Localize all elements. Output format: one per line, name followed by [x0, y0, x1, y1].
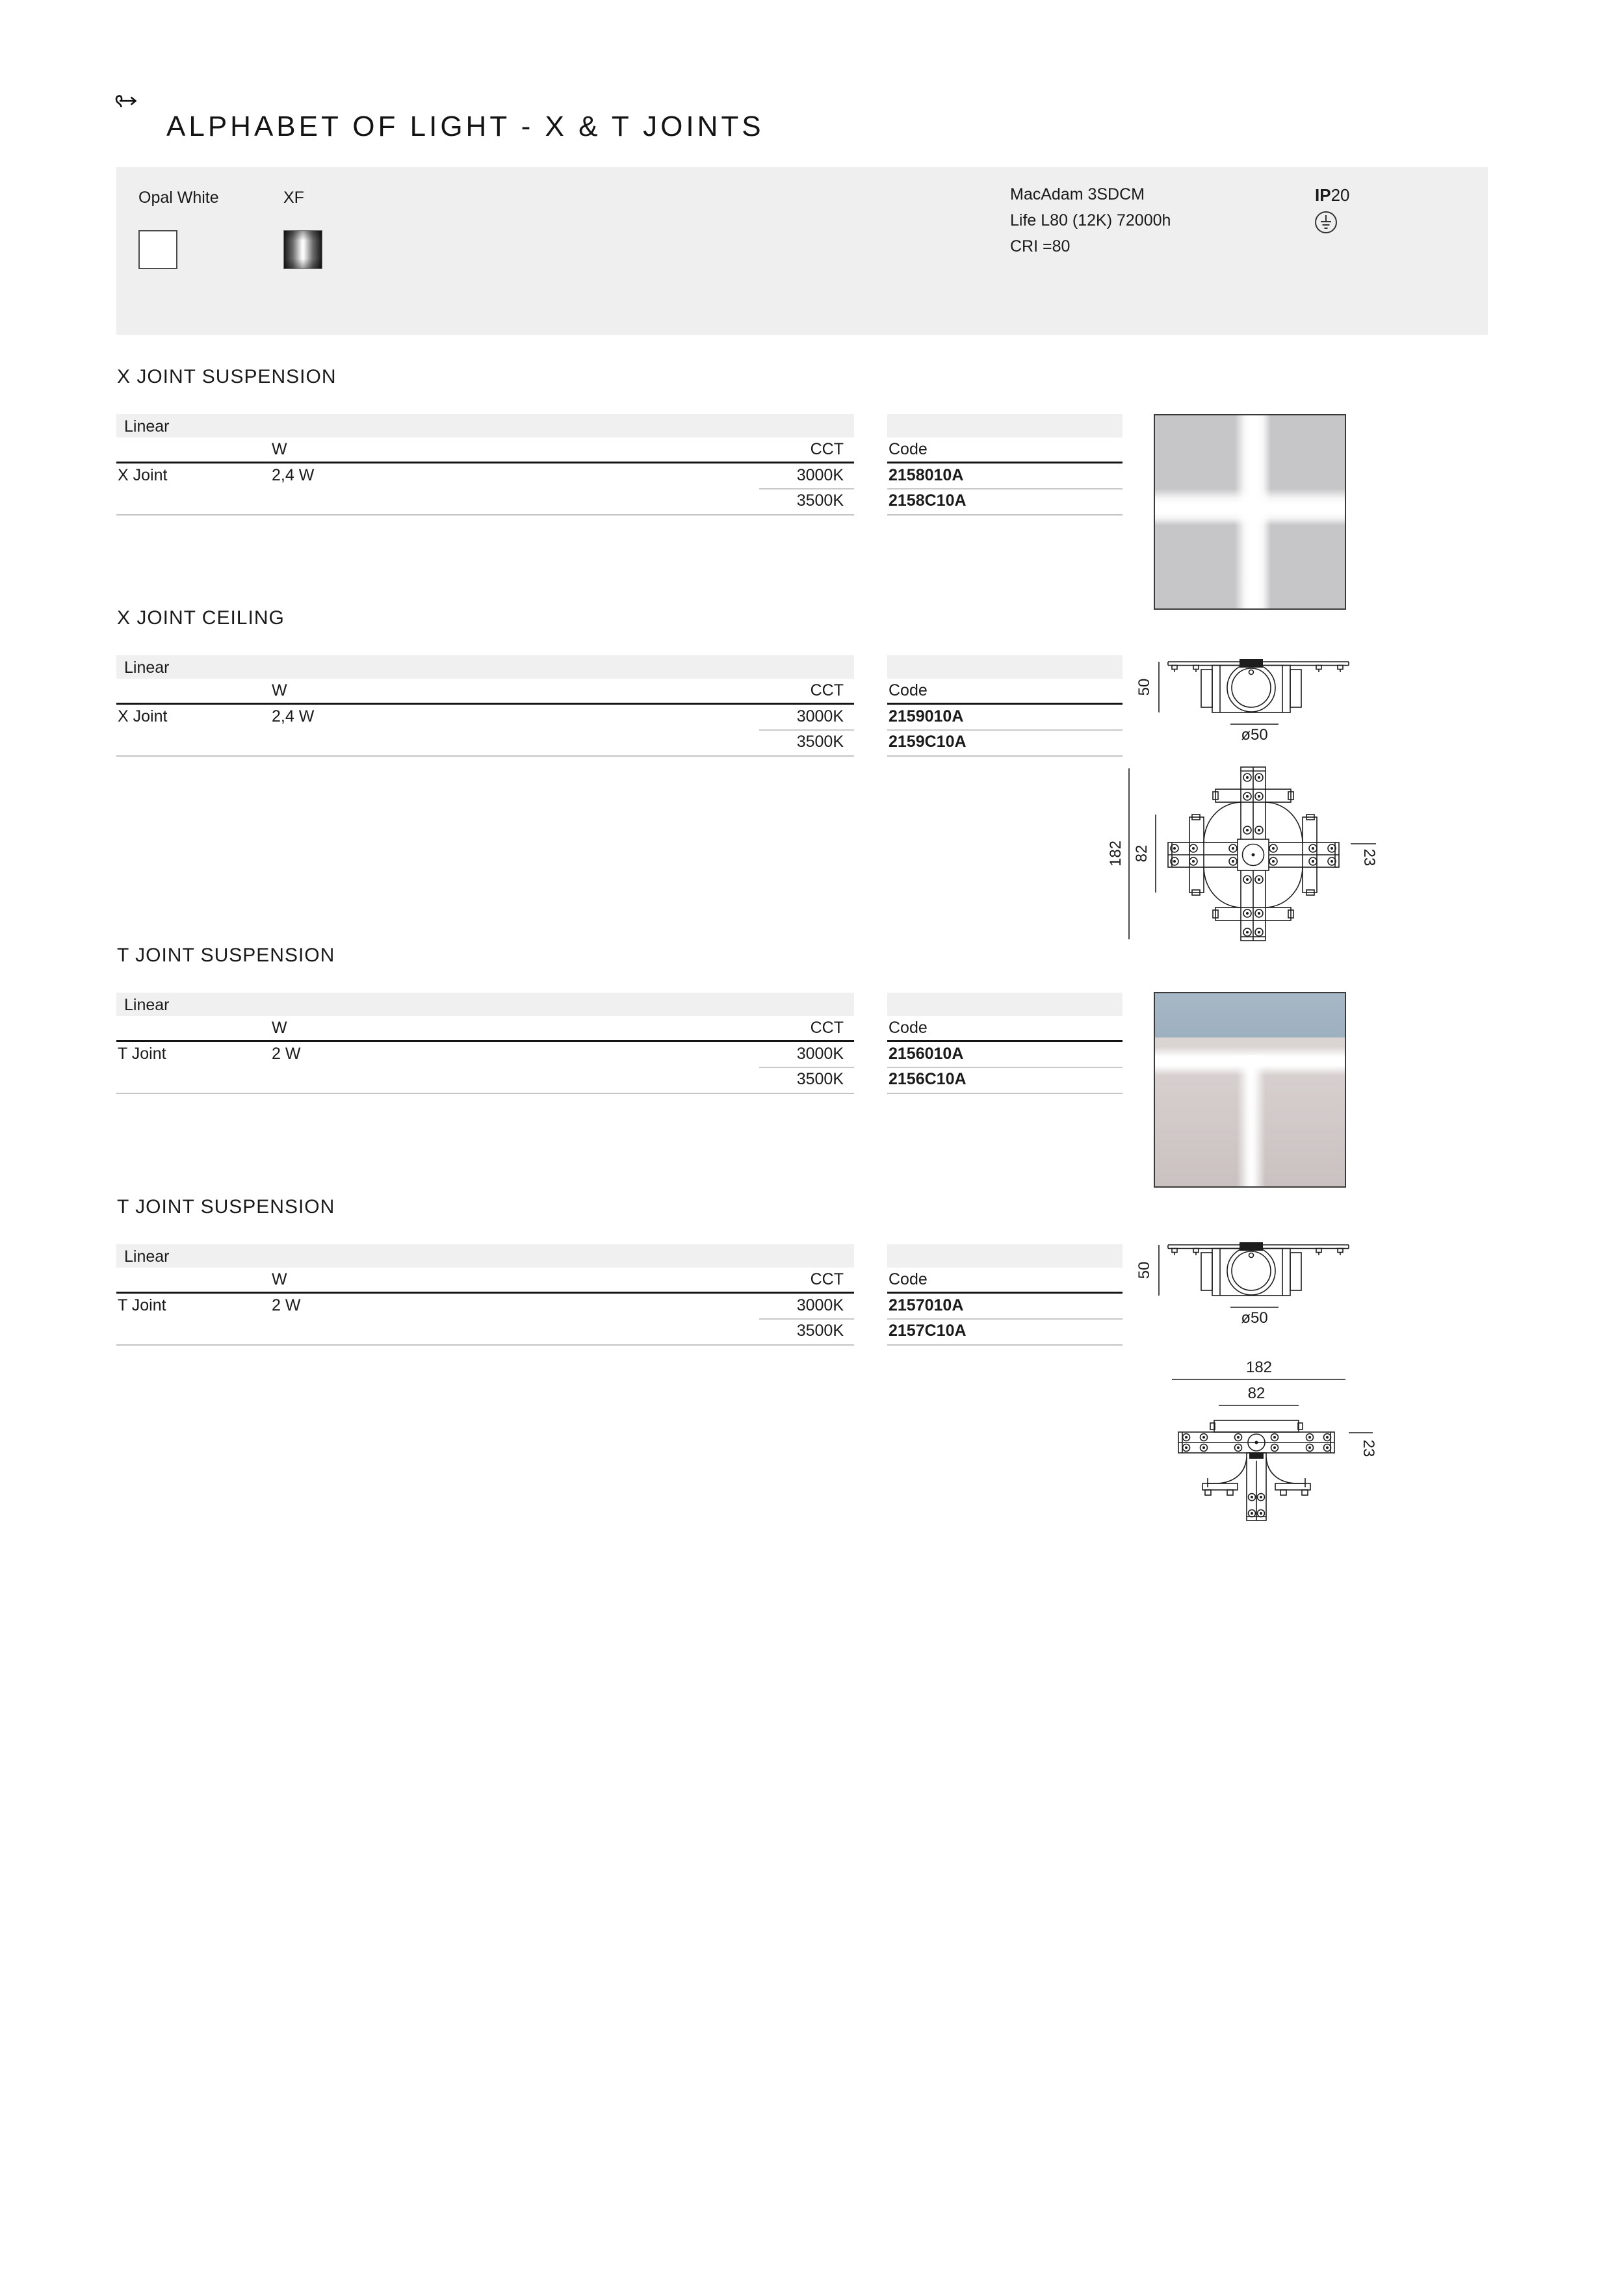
row-separator-code — [887, 1067, 1123, 1068]
spec-macadam: MacAdam 3SDCM — [1010, 185, 1145, 203]
dim-length-inner: 82 — [1247, 1385, 1266, 1402]
wattage-value: 2,4 W — [272, 466, 315, 484]
cct-value: 3500K — [796, 1070, 844, 1088]
family-band — [116, 414, 854, 437]
row-separator-code — [887, 1318, 1123, 1320]
product-name: X Joint — [118, 466, 168, 484]
cct-value: 3000K — [796, 707, 844, 725]
code-value: 2158C10A — [889, 491, 967, 510]
code-value: 2156C10A — [889, 1070, 967, 1088]
section-x-joint-ceiling — [116, 607, 1130, 770]
table-bottom-rule — [116, 514, 854, 515]
header-rule — [116, 1040, 854, 1042]
product-name: T Joint — [118, 1296, 166, 1314]
curved-arrow-icon — [114, 92, 140, 111]
column-header-w: W — [272, 440, 287, 458]
header-rule — [116, 703, 854, 705]
section-t-joint-suspension — [116, 945, 1130, 1107]
t-joint-side-drawing — [1134, 1233, 1368, 1331]
cct-value: 3500K — [796, 1322, 844, 1340]
code-value: 2156010A — [889, 1045, 964, 1063]
column-header-cct: CCT — [810, 681, 844, 699]
code-value: 2157010A — [889, 1296, 964, 1314]
ip-rating — [1315, 185, 1350, 205]
table-bottom-rule-code — [887, 1344, 1123, 1346]
code-band — [887, 414, 1123, 437]
code-value: 2157C10A — [889, 1322, 967, 1340]
header-rule-code — [887, 703, 1123, 705]
column-header-code: Code — [889, 1270, 928, 1288]
header-rule — [116, 1292, 854, 1294]
family-band — [116, 993, 854, 1016]
row-separator-code — [887, 488, 1123, 489]
code-band — [887, 993, 1123, 1016]
code-value: 2159C10A — [889, 733, 967, 751]
t-joint-top-drawing — [1105, 1360, 1378, 1526]
family-label: Linear — [124, 1247, 170, 1266]
section-heading: T JOINT SUSPENSION — [117, 1196, 335, 1218]
table-bottom-rule-code — [887, 514, 1123, 515]
header-rule-code — [887, 462, 1123, 463]
page-title: ALPHABET OF LIGHT - X & T JOINTS — [166, 111, 764, 143]
finish-label-xf: XF — [283, 189, 304, 207]
code-band — [887, 655, 1123, 679]
finish-label-opal-white: Opal White — [138, 189, 219, 207]
dim-diameter: ø50 — [1241, 1309, 1268, 1327]
dim-length-outer: 182 — [1107, 840, 1124, 867]
xf-finish-swatch — [283, 230, 322, 269]
header-rule — [116, 462, 854, 463]
x-joint-top-drawing — [1105, 762, 1378, 946]
dim-length-outer: 182 — [1245, 1360, 1273, 1376]
wattage-value: 2 W — [272, 1045, 301, 1063]
finish-spec-panel — [116, 167, 1488, 335]
family-label: Linear — [124, 417, 170, 436]
column-header-cct: CCT — [810, 1270, 844, 1288]
header-rule-code — [887, 1040, 1123, 1042]
x-joint-ceiling-side-drawing — [1134, 650, 1368, 748]
section-heading: X JOINT CEILING — [117, 607, 285, 629]
table-bottom-rule — [116, 1093, 854, 1094]
column-header-code: Code — [889, 681, 928, 699]
protective-earth-icon — [1312, 209, 1340, 236]
dim-height: 50 — [1136, 1261, 1153, 1279]
family-label: Linear — [124, 659, 170, 677]
cct-value: 3000K — [796, 1296, 844, 1314]
table-bottom-rule — [116, 1344, 854, 1346]
column-header-w: W — [272, 681, 287, 699]
table-bottom-rule — [116, 755, 854, 757]
ip-value: 20 — [1331, 185, 1350, 205]
product-name: T Joint — [118, 1045, 166, 1063]
column-header-code: Code — [889, 440, 928, 458]
section-heading: X JOINT SUSPENSION — [117, 366, 337, 387]
column-header-code: Code — [889, 1019, 928, 1037]
header-rule-code — [887, 1292, 1123, 1294]
opal-white-swatch — [138, 230, 177, 269]
spec-cri: CRI =80 — [1010, 237, 1071, 255]
dim-height: 50 — [1136, 678, 1153, 696]
code-band — [887, 1244, 1123, 1268]
wattage-value: 2 W — [272, 1296, 301, 1314]
row-separator — [759, 1318, 854, 1320]
dim-depth: 23 — [1360, 1439, 1377, 1457]
cct-value: 3500K — [796, 491, 844, 510]
dim-diameter: ø50 — [1241, 726, 1268, 744]
row-separator — [759, 1067, 854, 1068]
t-joint-suspension-photo — [1154, 992, 1346, 1188]
cct-value: 3500K — [796, 733, 844, 751]
ip-prefix: IP — [1315, 185, 1331, 205]
product-name: X Joint — [118, 707, 168, 725]
column-header-cct: CCT — [810, 1019, 844, 1037]
column-header-cct: CCT — [810, 440, 844, 458]
row-separator — [759, 729, 854, 731]
wattage-value: 2,4 W — [272, 707, 315, 725]
column-header-w: W — [272, 1270, 287, 1288]
row-separator — [759, 488, 854, 489]
table-bottom-rule-code — [887, 1093, 1123, 1094]
column-header-w: W — [272, 1019, 287, 1037]
family-band — [116, 1244, 854, 1268]
row-separator-code — [887, 729, 1123, 731]
family-band — [116, 655, 854, 679]
section-t-joint-suspension-2 — [116, 1196, 1130, 1359]
code-value: 2158010A — [889, 466, 964, 484]
dim-length-inner: 82 — [1133, 844, 1150, 863]
dim-depth: 23 — [1360, 848, 1378, 867]
code-value: 2159010A — [889, 707, 964, 725]
spec-list — [1010, 181, 1171, 259]
section-heading: T JOINT SUSPENSION — [117, 945, 335, 966]
x-joint-suspension-photo — [1154, 414, 1346, 610]
cct-value: 3000K — [796, 466, 844, 484]
cct-value: 3000K — [796, 1045, 844, 1063]
spec-life: Life L80 (12K) 72000h — [1010, 211, 1171, 229]
table-bottom-rule-code — [887, 755, 1123, 757]
section-x-joint-suspension — [116, 366, 1130, 528]
family-label: Linear — [124, 996, 170, 1014]
